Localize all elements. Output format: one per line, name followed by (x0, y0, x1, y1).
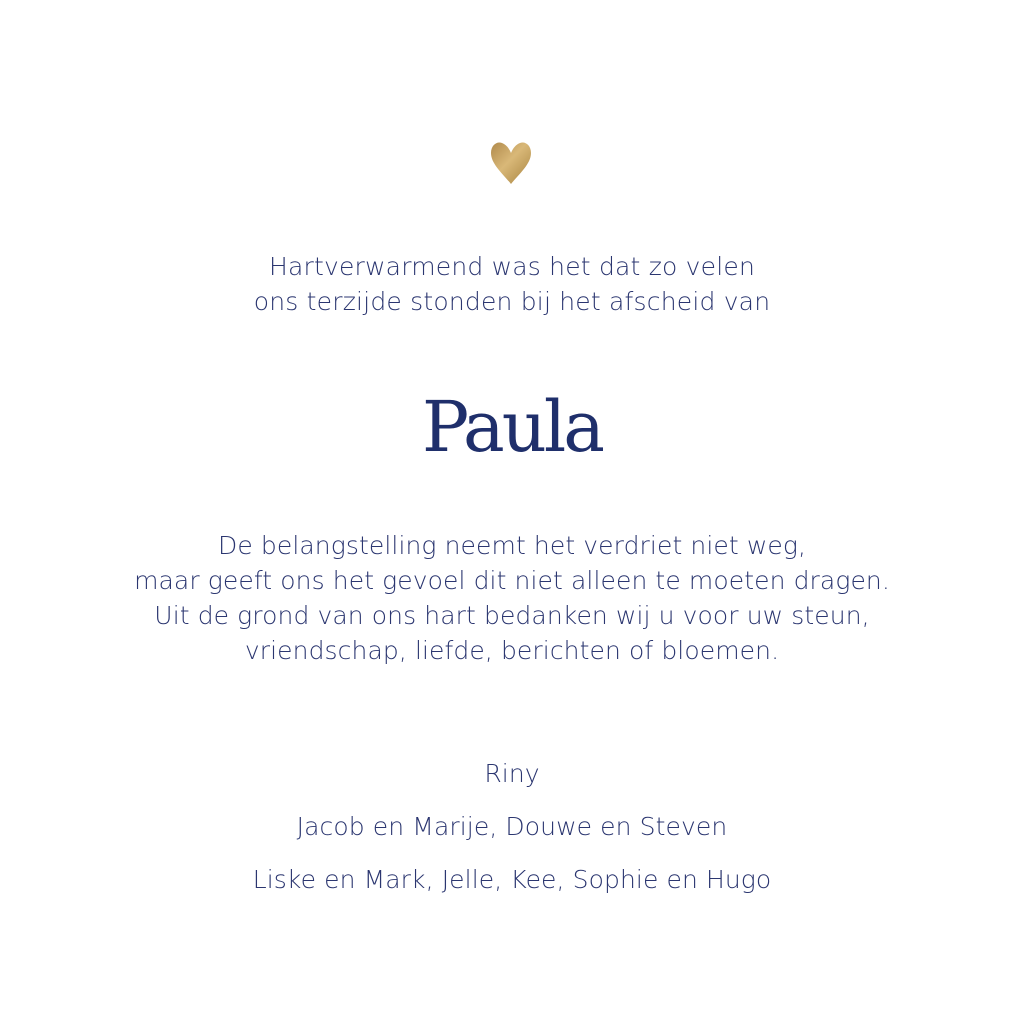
message-line-4: vriendschap, liefde, berichten of bloemen. (244, 636, 780, 665)
deceased-name: Paula (422, 386, 602, 468)
intro-line-2: ons terzijde stonden bij het afscheid van (253, 287, 771, 316)
intro-line-1: Hartverwarmend was het dat zo velen (268, 252, 756, 281)
signature-line-1: Riny (484, 759, 540, 788)
message-line-3: Uit de grond van ons hart bedanken wij u voor uw steun, (154, 601, 870, 630)
message-line-2: maar geeft ons het gevoel dit niet alleen te moeten dragen. (134, 566, 890, 595)
signature-line-3: Liske en Mark, Jelle, Kee, Sophie en Hugo (252, 865, 772, 894)
signature-line-2: Jacob en Marije, Douwe en Steven (296, 812, 728, 841)
message-line-1: De belangstelling neemt het verdriet niet weg, (218, 531, 806, 560)
heart-icon (489, 140, 533, 186)
